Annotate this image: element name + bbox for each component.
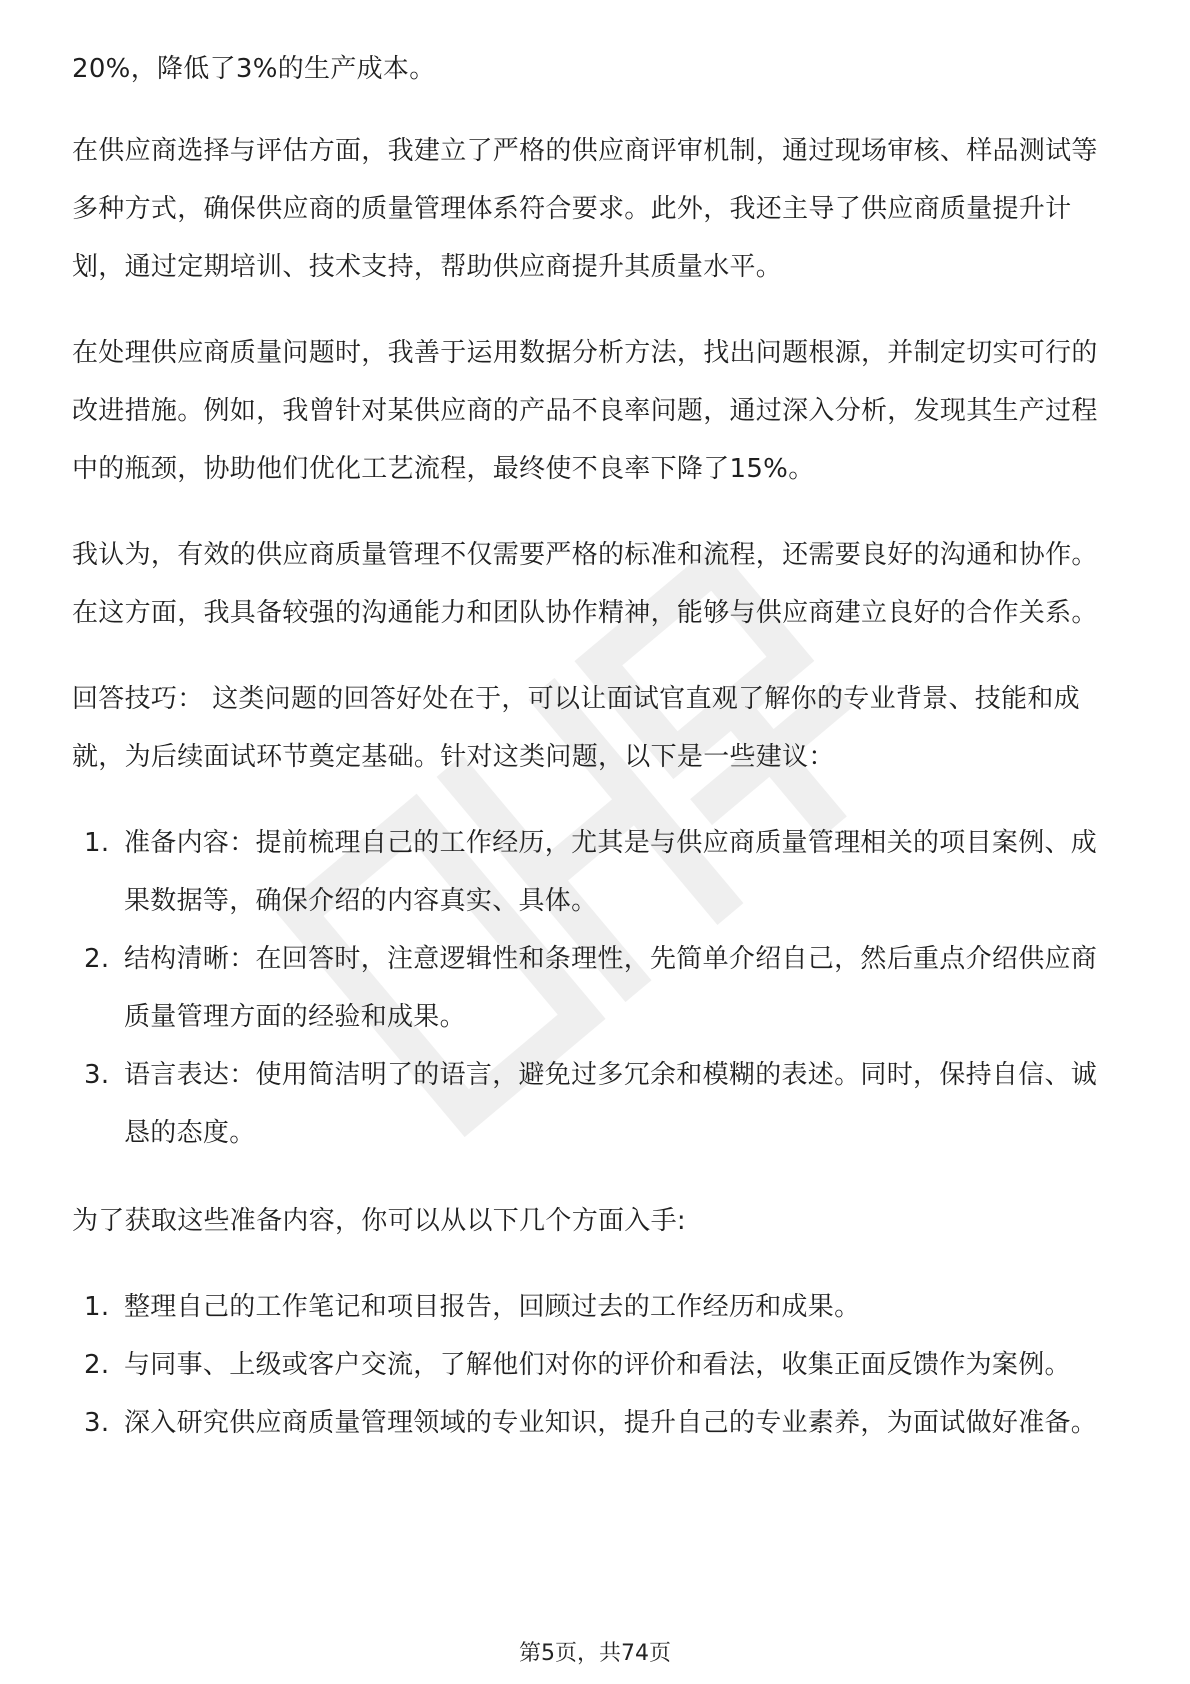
list-item-text: 语言表达：使用简洁明了的语言，避免过多冗余和模糊的表述。同时，保持自信、诚恳的态度。 <box>124 1060 1098 1148</box>
list-item-number: 1. <box>84 828 110 858</box>
paragraph-quality-issues: 在处理供应商质量问题时，我善于运用数据分析方法，找出问题根源，并制定切实可行的改进措施。例如，我曾针对某供应商的产品不良率问题，通过深入分析，发现其生产过程中的瓶颈，协助他们优化工艺流程，最终使不良率下降了15%。 <box>72 338 1098 484</box>
paragraph-communication: 我认为，有效的供应商质量管理不仅需要严格的标准和流程，还需要良好的沟通和协作。在这方面，我具备较强的沟通能力和团队协作精神，能够与供应商建立良好的合作关系。 <box>72 540 1098 628</box>
paragraph-supplier-selection: 在供应商选择与评估方面，我建立了严格的供应商评审机制，通过现场审核、样品测试等多种方式，确保供应商的质量管理体系符合要求。此外，我还主导了供应商质量提升计划，通过定期培训、技术支持，帮助供应商提升其质量水平。 <box>72 136 1098 282</box>
list-item-text: 准备内容：提前梳理自己的工作经历，尤其是与供应商质量管理相关的项目案例、成果数据等，确保介绍的内容真实、具体。 <box>124 828 1098 916</box>
paragraph-prep-intro: 为了获取这些准备内容，你可以从以下几个方面入手: <box>72 1206 686 1236</box>
list-item <box>72 814 1118 930</box>
list-item-number: 2. <box>84 944 110 974</box>
tips-list <box>72 814 1118 1162</box>
list-item-number: 2. <box>84 1350 110 1380</box>
list-item-number: 1. <box>84 1292 110 1322</box>
document-body <box>72 40 1118 1482</box>
page-number: 第5页，共74页 <box>519 1641 671 1666</box>
list-item <box>72 1394 1118 1452</box>
list-item <box>72 930 1118 1046</box>
paragraph-cost-reduction: 20%，降低了3%的生产成本。 <box>72 54 436 84</box>
list-item <box>72 1336 1118 1394</box>
prep-list <box>72 1278 1118 1452</box>
list-item <box>72 1278 1118 1336</box>
list-item <box>72 1046 1118 1162</box>
paragraph-answer-tips: 回答技巧： 这类问题的回答好处在于，可以让面试官直观了解你的专业背景、技能和成就，为后续面试环节奠定基础。针对这类问题，以下是一些建议： <box>72 684 1080 772</box>
list-item-number: 3. <box>84 1060 110 1090</box>
list-item-text: 结构清晰：在回答时，注意逻辑性和条理性，先简单介绍自己，然后重点介绍供应商质量管理方面的经验和成果。 <box>124 944 1098 1032</box>
list-item-text: 与同事、上级或客户交流，了解他们对你的评价和看法，收集正面反馈作为案例。 <box>124 1350 1071 1380</box>
list-item-number: 3. <box>84 1408 110 1438</box>
list-item-text: 深入研究供应商质量管理领域的专业知识，提升自己的专业素养，为面试做好准备。 <box>124 1408 1098 1438</box>
list-item-text: 整理自己的工作笔记和项目报告，回顾过去的工作经历和成果。 <box>124 1292 861 1322</box>
